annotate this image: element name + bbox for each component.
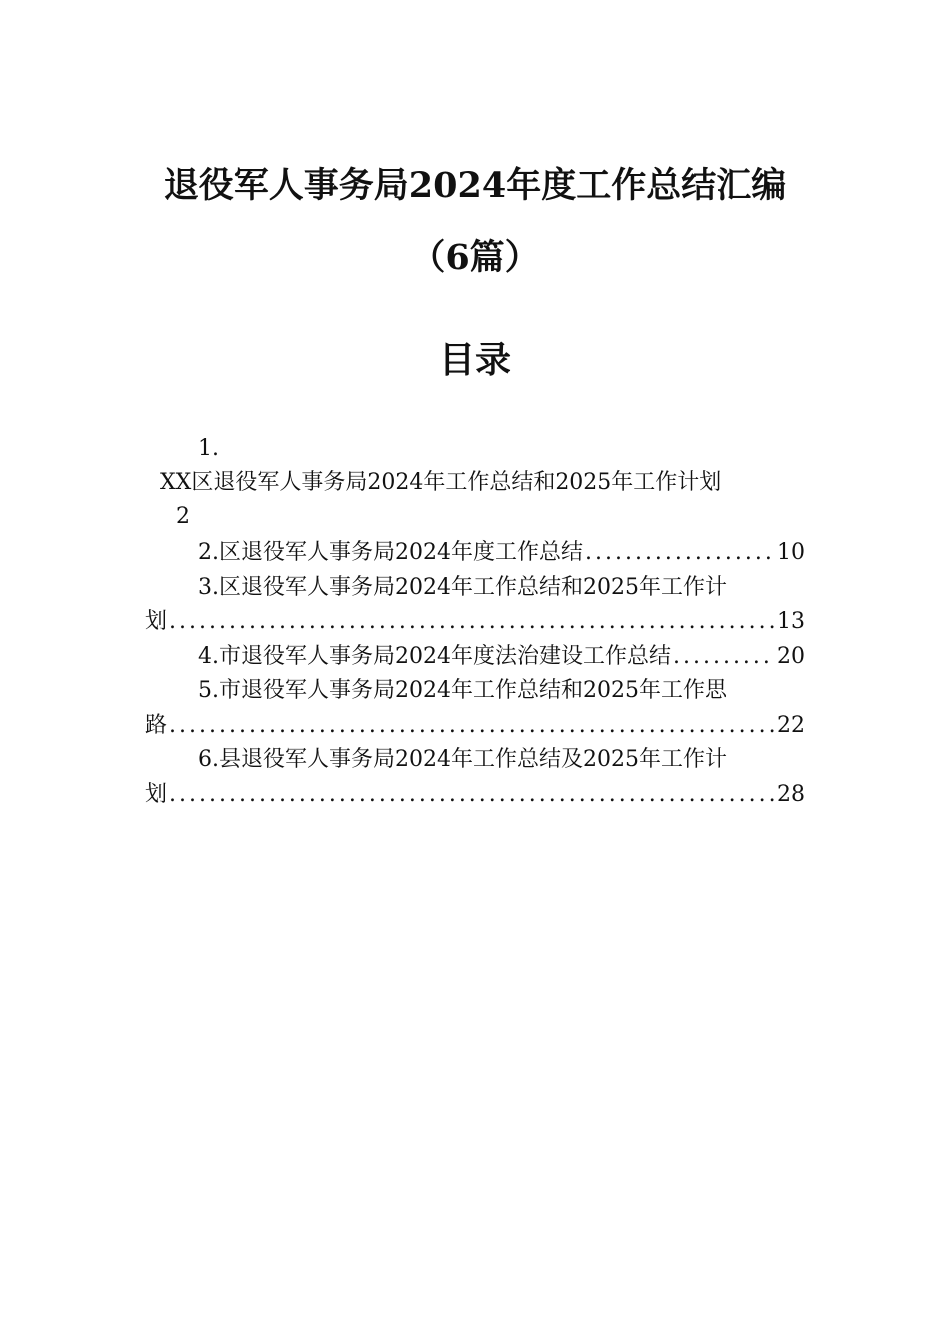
toc-entry-4[interactable] [198,642,805,672]
toc-leader-dots [585,538,775,568]
toc-entry-2[interactable] [198,538,805,568]
toc-entry-continuation: 路 [145,713,168,738]
toc-entry-number: 1. [198,436,219,461]
toc-entry-text: 2.区退役军人事务局2024年度工作总结 [198,540,583,565]
toc-heading: 目录 [438,339,511,381]
toc-entry-text: 3.区退役军人事务局2024年工作总结和2025年工作计 [198,575,727,600]
toc-entry-text: XX区退役军人事务局2024年工作总结和2025年工作计划 [160,470,722,495]
toc-leader-dots [169,607,775,637]
toc-entry-text: 4.市退役军人事务局2024年度法治建设工作总结 [198,644,671,669]
toc-entry-page: 20 [777,644,805,669]
toc-entry-continuation-line [145,711,805,741]
toc-leader-dots [169,711,775,741]
toc-entry-text: 5.市退役军人事务局2024年工作总结和2025年工作思 [198,678,727,703]
document-title: 退役军人事务局2024年度工作总结汇编 [163,165,787,206]
toc-entry-continuation: 划 [145,609,168,634]
toc-entry-page: 10 [777,540,805,565]
toc-entry-page: 22 [777,713,805,738]
toc-entry-text: 6.县退役军人事务局2024年工作总结及2025年工作计 [198,747,727,772]
toc-leader-dots [169,780,775,810]
toc-entry-continuation-line [145,607,805,637]
toc-entry-page: 13 [777,609,805,634]
toc-entry-continuation-line [145,780,805,810]
toc-entry-page: 2 [176,504,190,529]
toc-leader-dots [673,642,775,672]
toc-entry-page: 28 [777,782,805,807]
document-subtitle-count: （6篇） [410,237,540,278]
toc-entry-continuation: 划 [145,782,168,807]
